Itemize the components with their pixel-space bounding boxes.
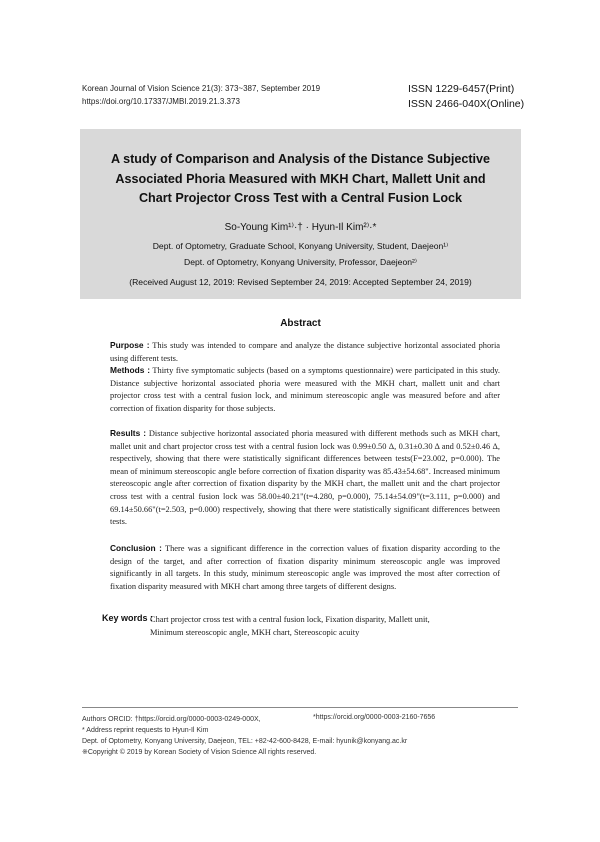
purpose-label: Purpose : [110,340,150,350]
title-line-1: A study of Comparison and Analysis of the Distance Subjective [110,152,491,166]
title-line-3: Chart Projector Cross Test with a Central Fusion Lock [138,191,463,205]
issn-block [408,82,524,112]
issn-online: ISSN 2466-040X(Online) [408,98,525,110]
journal-line: Korean Journal of Vision Science 21(3): 373~387, September 2019 [82,84,321,93]
affiliation-1: Dept. of Optometry, Graduate School, Konyang University, Student, Daejeon¹⁾ [152,241,449,251]
methods-text: Thirty five symptomatic subjects (based on a symptoms questionnaire) were participated in this study. Distance subjective horizontal associated phoria were measured with the MKH chart, mallett unit and chart projector cross test with a central fusion lock, and minimum stereoscopic angle was measured before and after correction of fixation disparity for those subjects. [110,366,500,413]
abstract-results [110,427,500,529]
copyright-notice: ※Copyright © 2019 by Korean Society of Vision Science All rights reserved. [82,749,317,756]
abstract-methods [110,364,500,415]
received-dates: (Received August 12, 2019: Revised September 24, 2019: Accepted September 24, 2019) [129,277,472,287]
author-list: So-Young Kim¹⁾·† · Hyun-Il Kim²⁾·* [224,222,377,233]
doi-link[interactable]: https://doi.org/10.17337/JMBI.2019.21.3.373 [82,97,240,106]
conclusion-label: Conclusion : [110,543,162,553]
abstract-conclusion [110,542,500,593]
purpose-text: This study was intended to compare and analyze the distance subjective horizontal associated phoria using different tests. [110,341,500,363]
abstract-heading: Abstract [280,318,321,329]
footnote-divider [82,707,518,708]
abstract-purpose [110,339,500,365]
paper-title [80,150,521,209]
journal-citation [82,82,320,108]
methods-label: Methods : [110,365,150,375]
corresponding-address: Dept. of Optometry, Konyang University, Daejeon, TEL: +82-42-600-8428, E-mail: hyunik@konyang.ac.kr [82,738,408,745]
results-label: Results : [110,428,147,438]
title-line-2: Associated Phoria Measured with MKH Chart, Mallett Unit and [115,171,486,186]
affiliation-2: Dept. of Optometry, Konyang University, Professor, Daejeon²⁾ [184,257,417,267]
orcid-second-author[interactable]: *https://orcid.org/0000-0003-2160-7656 [313,714,436,721]
keywords-line-1: Chart projector cross test with a central fusion lock, Fixation disparity, Mallett unit, [150,615,430,624]
reprint-request: * Address reprint requests to Hyun-Il Kim [82,727,209,734]
conclusion-text: There was a significant difference in the correction values of fixation disparity according to the design of the target, and after correction of fixation disparity minimum stereoscopic angle was improved significantly in all targets. In this study, minimum stereoscopic angle was improved the most after correction of fixation disparity measured with MKH chart among three targets of different designs. [110,544,500,591]
keywords-line-2: Minimum stereoscopic angle, MKH chart, Stereoscopic acuity [150,628,360,637]
keywords-list [150,613,500,639]
results-text: Distance subjective horizontal associated phoria measured with different methods such as MKH chart, mallet unit and chart projector cross test with a central fusion lock was 0.99±0.50 Δ, 0.31±0.30 Δ and 0.52±0.46 Δ, respectively, showing that there were statistically significant differences between tests(F=23.002, p=0.000). The mean of minimum stereoscopic angle before correction of fixation disparity was 85.43±54.68". Increased minimum stereoscopic angle after correction of fixation disparity by the MKH chart, the mallett unit and the chart projector cross test with a central fusion lock was 58.00±40.21"(t=4.280, p=0.000), 75.14±54.09"(t=3.111, p=0.000) and 69.14±50.66"(t=2.503, p=0.000) respectively, showing that there were statistically significant differences between tests. [110,429,501,527]
orcid-first-author[interactable]: Authors ORCID: †https://orcid.org/0000-0003-0249-000X, [82,716,261,723]
issn-print: ISSN 1229-6457(Print) [408,83,515,95]
keywords-label: Key words : [102,613,154,623]
